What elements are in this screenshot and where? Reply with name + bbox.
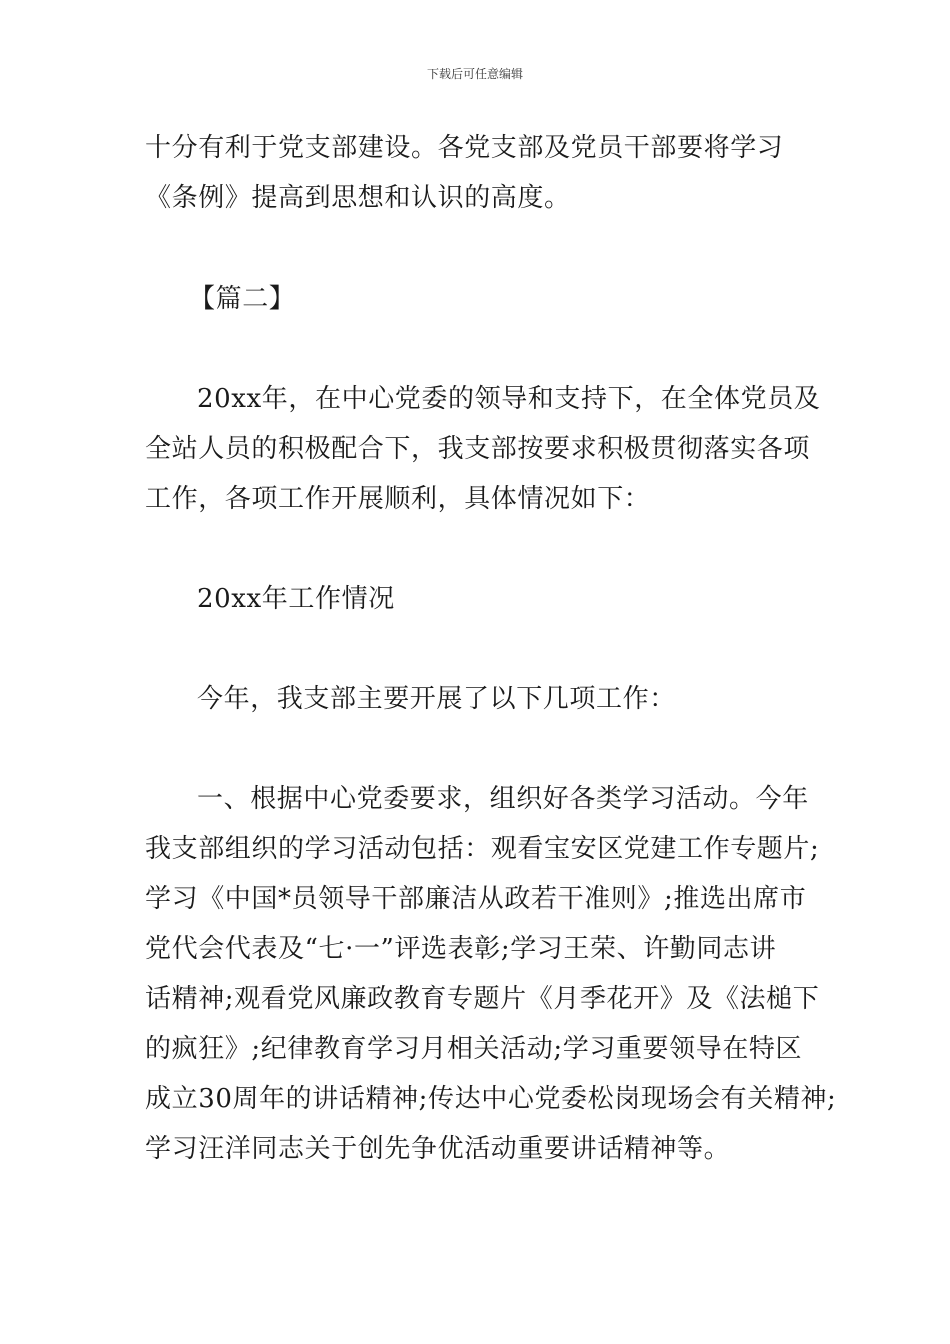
para3-line-2: 我支部组织的学习活动包括：观看宝安区党建工作专题片; [145,834,820,864]
intro-line-2: 《条例》提高到思想和认识的高度。 [145,183,571,213]
para1-line-3: 工作，各项工作开展顺利，具体情况如下： [145,484,651,514]
subheading: 20xx年工作情况 [197,584,395,614]
para1-line-1: 20xx年，在中心党委的领导和支持下，在全体党员及 [197,384,821,414]
para3-line-3: 学习《中国*员领导干部廉洁从政若干准则》;推选出席市 [145,884,807,914]
para3-line-6: 的疯狂》;纪律教育学习月相关活动;学习重要领导在特区 [145,1034,803,1064]
para3-line-1: 一、根据中心党委要求，组织好各类学习活动。今年 [197,784,809,814]
para1-line-2: 全站人员的积极配合下，我支部按要求积极贯彻落实各项 [145,434,811,464]
section-title: 【篇二】 [189,284,296,314]
page-header: 下载后可任意编辑 [426,67,523,81]
para3-line-8: 学习汪洋同志关于创先争优活动重要讲话精神等。 [145,1134,731,1164]
para3-line-5: 话精神;观看党风廉政教育专题片《月季花开》及《法槌下 [145,984,820,1014]
para3-line-4: 党代会代表及“七·一”评选表彰;学习王荣、许勤同志讲 [145,934,777,964]
intro-line-1: 十分有利于党支部建设。各党支部及党员干部要将学习 [145,133,784,163]
para2-line-1: 今年，我支部主要开展了以下几项工作： [197,684,676,714]
para3-line-7: 成立30周年的讲话精神;传达中心党委松岗现场会有关精神; [145,1084,837,1114]
